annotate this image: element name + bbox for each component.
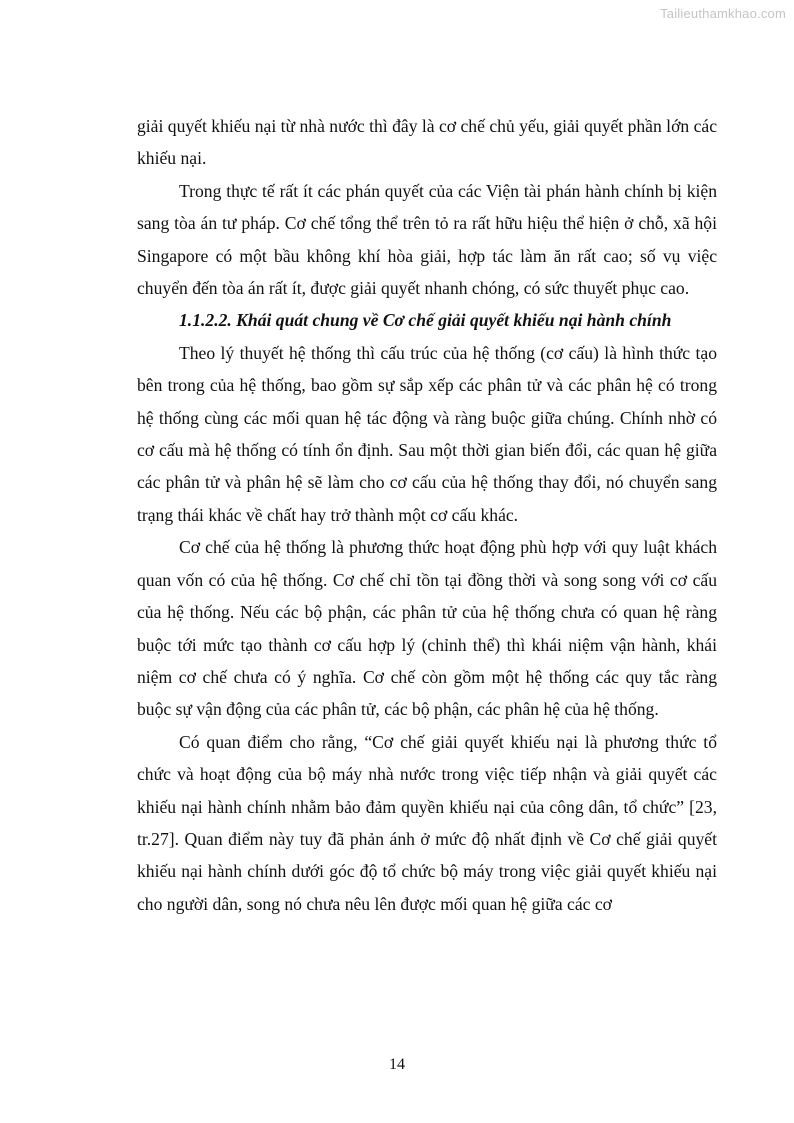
- section-heading: 1.1.2.2. Khái quát chung về Cơ chế giải quyết khiếu nại hành chính: [179, 310, 672, 331]
- paragraph-system-theory: Theo lý thuyết hệ thống thì cấu trúc của hệ thống (cơ cấu) là hình thức tạo bên trong của hệ thống, bao gồm sự sắp xếp các phân tử và các phân hệ có trong hệ thống cùng các mối quan hệ tác động và ràng buộc giữa chúng. Chính nhờ có cơ cấu mà hệ thống có tính ổn định. Sau một thời gian biến đổi, các quan hệ giữa các phân tử và phân hệ sẽ làm cho cơ cấu của hệ thống thay đổi, nó chuyển sang trạng thái khác về chất hay trở thành một cơ cấu khác.: [137, 342, 717, 525]
- paragraph-continuation: giải quyết khiếu nại từ nhà nước thì đây là cơ chế chủ yếu, giải quyết phần lớn các khiếu nại.: [137, 116, 717, 169]
- watermark: Tailieuthamkhao.com: [660, 6, 786, 21]
- paragraph-mechanism: Cơ chế của hệ thống là phương thức hoạt động phù hợp với quy luật khách quan vốn có của hệ thống. Cơ chế chỉ tồn tại đồng thời và song song với cơ cấu của hệ thống. Nếu các bộ phận, các phân tử của hệ thống chưa có quan hệ ràng buộc tới mức tạo thành cơ cấu hợp lý (chỉnh thể) thì khái niệm vận hành, khái niệm cơ chế chưa có ý nghĩa. Cơ chế còn gồm một hệ thống các quy tắc ràng buộc sự vận động của các phân tử, các bộ phận, các phân hệ của hệ thống.: [137, 537, 717, 720]
- page-number: 14: [389, 1056, 405, 1073]
- document-body: [137, 110, 717, 920]
- paragraph-viewpoint: Có quan điểm cho rằng, “Cơ chế giải quyết khiếu nại là phương thức tổ chức và hoạt động của bộ máy nhà nước trong việc tiếp nhận và giải quyết các khiếu nại hành chính nhằm bảo đảm quyền khiếu nại của công dân, tổ chức” [23, tr.27]. Quan điểm này tuy đã phản ánh ở mức độ nhất định về Cơ chế giải quyết khiếu nại hành chính dưới góc độ tổ chức bộ máy trong việc giải quyết khiếu nại cho người dân, song nó chưa nêu lên được mối quan hệ giữa các cơ: [137, 731, 717, 914]
- paragraph-singapore: Trong thực tế rất ít các phán quyết của các Viện tài phán hành chính bị kiện sang tòa án tư pháp. Cơ chế tổng thể trên tỏ ra rất hữu hiệu thể hiện ở chỗ, xã hội Singapore có một bầu không khí hòa giải, hợp tác làm ăn rất cao; số vụ việc chuyển đến tòa án rất ít, được giải quyết nhanh chóng, có sức thuyết phục cao.: [137, 180, 717, 299]
